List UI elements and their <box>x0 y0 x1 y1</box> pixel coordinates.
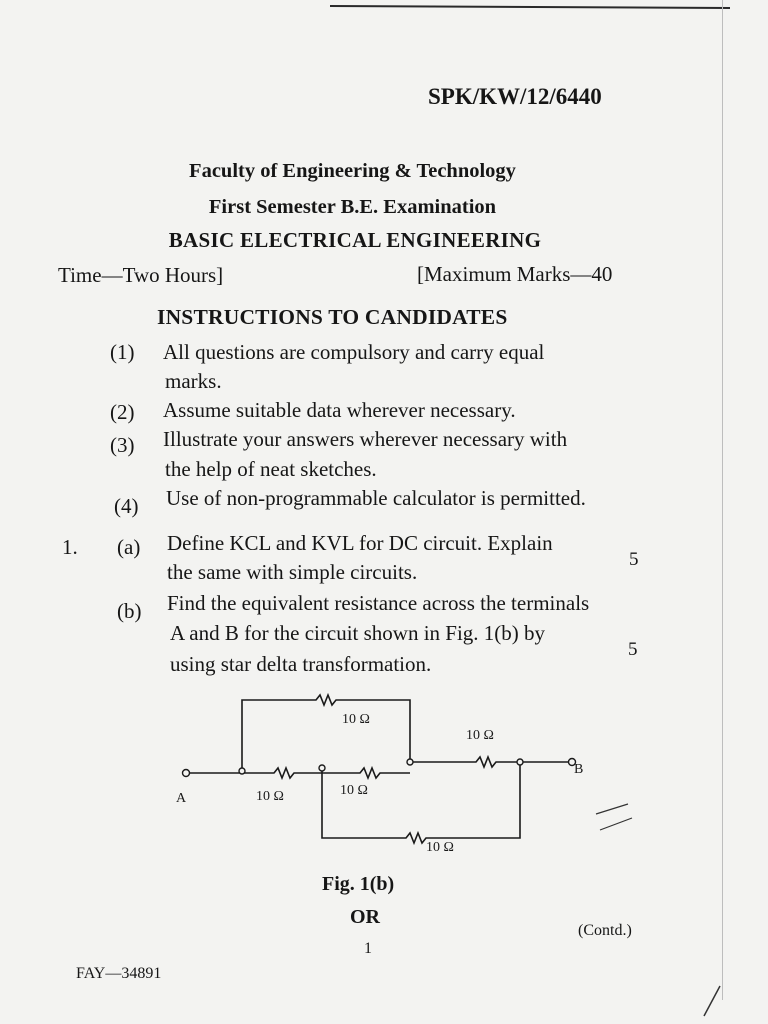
time-allowed: Time—Two Hours] <box>58 263 224 287</box>
question-part-b-label: (b) <box>117 599 142 623</box>
instruction-text: Illustrate your answers wherever necessary with <box>163 427 568 451</box>
node-a-label: A <box>176 791 187 806</box>
question-part-b-text-cont: A and B for the circuit shown in Fig. 1(b) by <box>170 621 546 645</box>
subject-title: BASIC ELECTRICAL ENGINEERING <box>168 228 542 252</box>
instruction-text: All questions are compulsory and carry equal <box>163 340 545 364</box>
instruction-text-cont: marks. <box>165 369 222 393</box>
circuit-wire <box>242 695 410 771</box>
question-part-a-marks: 5 <box>629 549 639 570</box>
question-part-a-text-cont: the same with simple circuits. <box>167 560 418 584</box>
instruction-number: (4) <box>114 494 139 518</box>
instruction-text: Assume suitable data wherever necessary. <box>163 398 516 422</box>
circuit-wire <box>186 768 410 778</box>
circuit-wire <box>322 762 520 843</box>
junction-node <box>407 759 413 765</box>
instruction-number: (3) <box>110 433 135 457</box>
page-edge-right <box>722 0 723 1000</box>
question-part-a-text: Define KCL and KVL for DC circuit. Explain <box>167 531 553 555</box>
continued-note: (Contd.) <box>578 922 632 939</box>
question-part-a-label: (a) <box>117 535 141 559</box>
question-part-b-text: Find the equivalent resistance across the terminals <box>167 591 590 615</box>
junction-node <box>239 768 245 774</box>
node-b-label: B <box>574 762 584 777</box>
maximum-marks: [Maximum Marks—40 <box>417 262 613 286</box>
resistor-label: 10 Ω <box>256 789 284 804</box>
circuit-diagram <box>170 688 610 868</box>
pen-mark <box>700 980 724 1020</box>
instruction-text-cont: the help of neat sketches. <box>165 457 377 481</box>
instruction-number: (2) <box>110 400 135 424</box>
paper-code: SPK/KW/12/6440 <box>428 84 602 109</box>
page-edge-top <box>330 5 730 9</box>
pen-mark <box>590 800 640 840</box>
circuit-wire <box>410 757 570 767</box>
footer-code: FAY—34891 <box>76 965 162 982</box>
or-separator: OR <box>350 906 380 928</box>
question-part-b-text-cont2: using star delta transformation. <box>170 652 432 676</box>
terminal-a-node <box>183 770 190 777</box>
question-part-b-marks: 5 <box>628 639 638 660</box>
faculty-title: Faculty of Engineering & Technology <box>189 160 516 182</box>
resistor-label: 10 Ω <box>466 728 494 743</box>
figure-caption: Fig. 1(b) <box>322 873 395 895</box>
instructions-heading: INSTRUCTIONS TO CANDIDATES <box>157 305 508 329</box>
exam-title: First Semester B.E. Examination <box>208 196 497 218</box>
resistor-label: 10 Ω <box>340 783 368 798</box>
junction-node <box>319 765 325 771</box>
junction-node <box>517 759 523 765</box>
resistor-label: 10 Ω <box>342 712 370 727</box>
instruction-text: Use of non-programmable calculator is permitted. <box>166 486 586 510</box>
question-number: 1. <box>62 535 78 559</box>
page-number: 1 <box>364 940 372 957</box>
instruction-number: (1) <box>110 340 135 364</box>
resistor-label: 10 Ω <box>426 840 454 855</box>
